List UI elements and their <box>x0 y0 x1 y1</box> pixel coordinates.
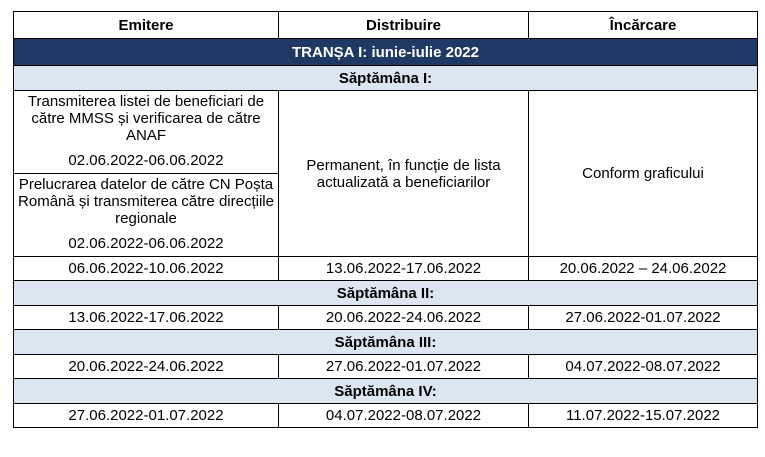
emitere-step-1 <box>14 91 279 174</box>
emitere-step-2-text: Prelucrarea datelor de către CN Poșta Română și transmiterea către direcțiile regionale <box>18 175 274 227</box>
week-3-incarcare-date: 04.07.2022-08.07.2022 <box>529 355 758 379</box>
col-header-distribuire: Distribuire <box>279 12 529 39</box>
emitere-step-1-date: 02.06.2022-06.06.2022 <box>68 151 224 169</box>
week-4-incarcare-date: 11.07.2022-15.07.2022 <box>529 404 758 428</box>
week-3-emitere-date: 20.06.2022-24.06.2022 <box>14 355 279 379</box>
week-2-dates-row <box>14 306 758 330</box>
week-3-dates-row <box>14 355 758 379</box>
week-row <box>14 330 758 355</box>
week-4-label: Săptămâna IV: <box>14 379 758 404</box>
week-1-detail-row <box>14 91 758 174</box>
week-2-distribuire-date: 20.06.2022-24.06.2022 <box>279 306 529 330</box>
week-1-incarcare-date: 20.06.2022 – 24.06.2022 <box>529 257 758 281</box>
emitere-step-2 <box>14 174 279 257</box>
week-2-label: Săptămâna II: <box>14 281 758 306</box>
tranche-row <box>14 39 758 66</box>
week-3-distribuire-date: 27.06.2022-01.07.2022 <box>279 355 529 379</box>
week-4-distribuire-date: 04.07.2022-08.07.2022 <box>279 404 529 428</box>
week-1-dates-row <box>14 257 758 281</box>
week-3-label: Săptămâna III: <box>14 330 758 355</box>
week-1-label: Săptămâna I: <box>14 66 758 91</box>
col-header-emitere: Emitere <box>14 12 279 39</box>
incarcare-note: Conform graficului <box>529 91 758 257</box>
week-2-emitere-date: 13.06.2022-17.06.2022 <box>14 306 279 330</box>
week-4-emitere-date: 27.06.2022-01.07.2022 <box>14 404 279 428</box>
week-1-distribuire-date: 13.06.2022-17.06.2022 <box>279 257 529 281</box>
week-row <box>14 66 758 91</box>
week-row <box>14 379 758 404</box>
col-header-incarcare: Încărcare <box>529 12 758 39</box>
emitere-step-2-date: 02.06.2022-06.06.2022 <box>68 234 224 252</box>
week-row <box>14 281 758 306</box>
schedule-table <box>13 11 758 428</box>
distribuire-note: Permanent, în funcție de lista actualizată a beneficiarilor <box>279 91 529 257</box>
header-row <box>14 12 758 39</box>
emitere-step-1-text: Transmiterea listei de beneficiari de către MMSS și verificarea de către ANAF <box>27 92 265 144</box>
week-4-dates-row <box>14 404 758 428</box>
week-1-emitere-date: 06.06.2022-10.06.2022 <box>14 257 279 281</box>
week-2-incarcare-date: 27.06.2022-01.07.2022 <box>529 306 758 330</box>
tranche-title: TRANȘA I: iunie-iulie 2022 <box>14 39 758 66</box>
